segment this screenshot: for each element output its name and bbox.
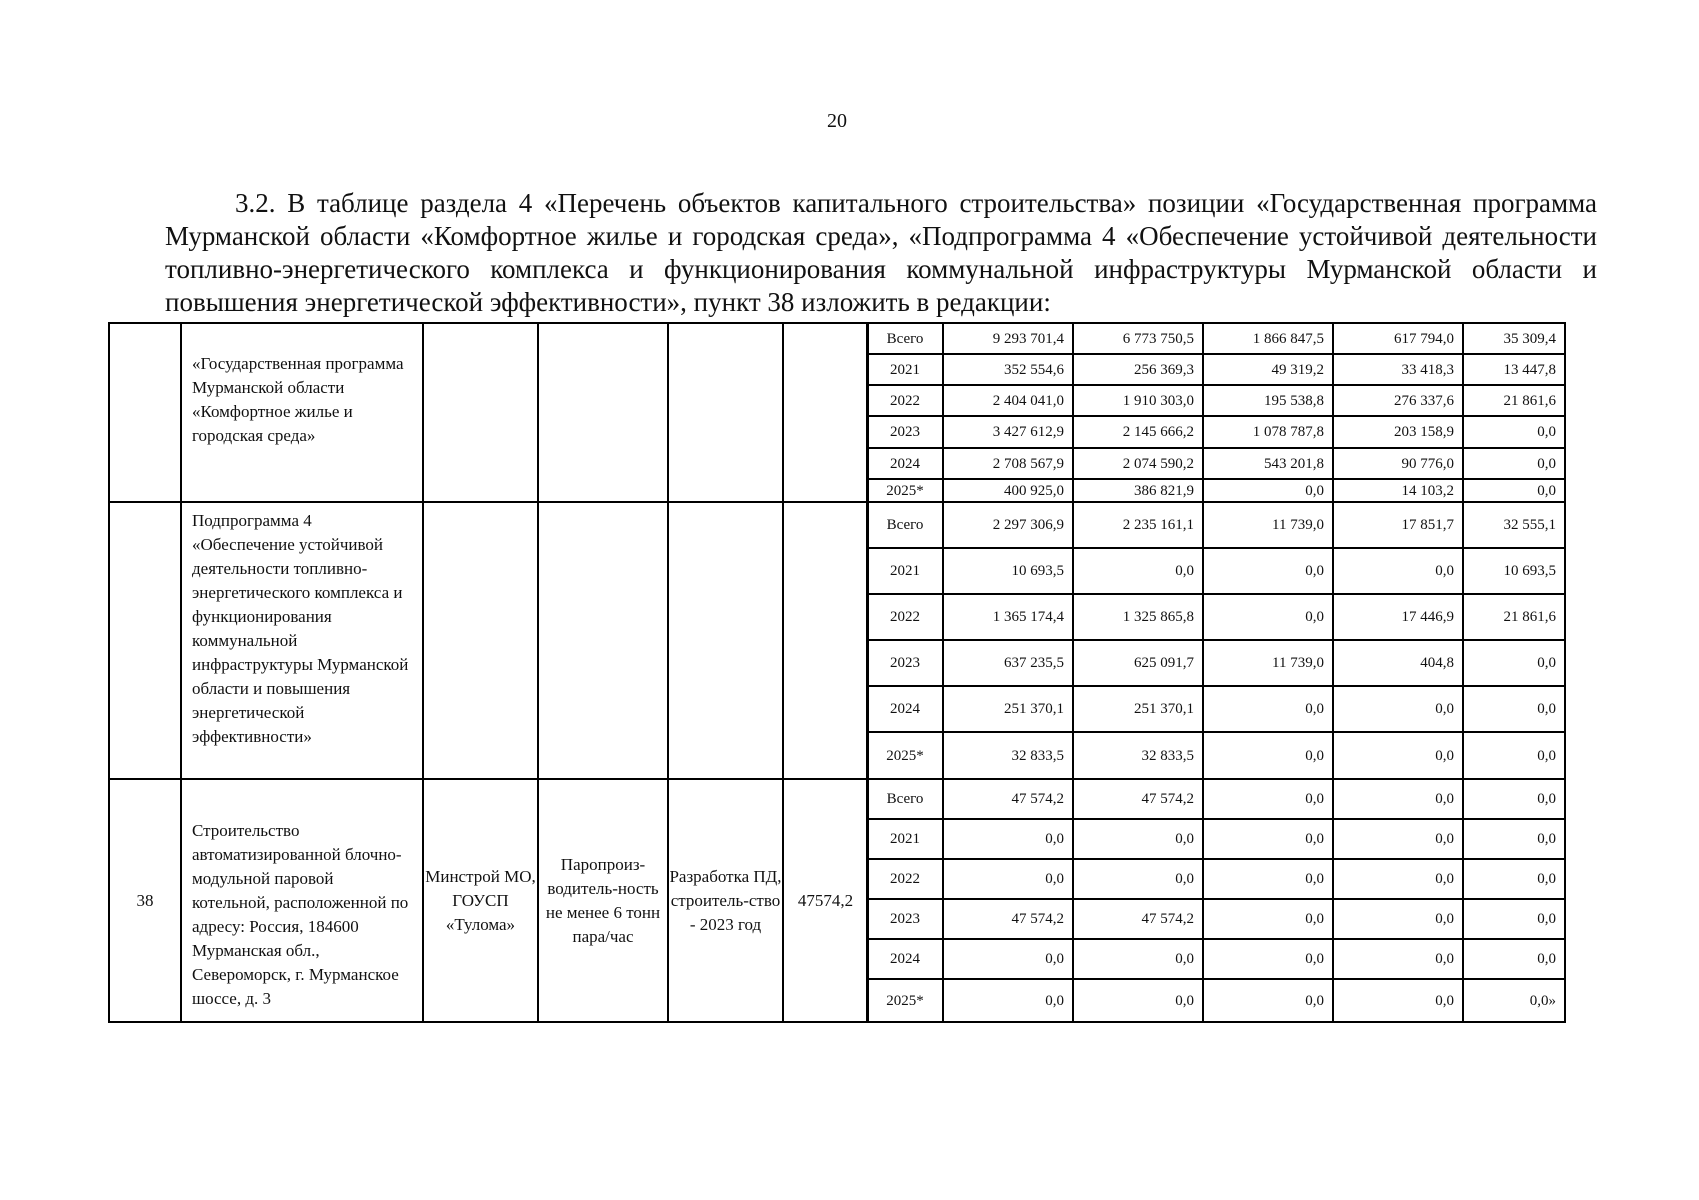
value-cell: 47 574,2 — [1073, 779, 1203, 819]
financing-year-cell: 2021 — [867, 819, 943, 859]
value-cell: 0,0 — [1333, 979, 1463, 1022]
financing-year-cell: 2024 — [867, 939, 943, 979]
financing-row — [867, 323, 1565, 354]
financing-rows — [867, 323, 1565, 1022]
financing-year-cell: 2022 — [867, 859, 943, 899]
financing-year-cell: 2025* — [867, 979, 943, 1022]
value-cell: 0,0 — [1463, 779, 1565, 819]
value-cell: 276 337,6 — [1333, 385, 1463, 416]
total-cell: 400 925,0 — [943, 479, 1073, 502]
value-cell: 21 861,6 — [1463, 385, 1565, 416]
financing-row — [867, 686, 1565, 732]
value-cell: 203 158,9 — [1333, 416, 1463, 448]
objects-table-left — [108, 322, 869, 1023]
total-cell: 32 833,5 — [943, 732, 1073, 779]
object-block — [109, 779, 868, 1022]
value-cell: 0,0» — [1463, 979, 1565, 1022]
intro-paragraph: 3.2. В таблице раздела 4 «Перечень объектов капитального строительства» позиции «Государственная программа Мурманской области «Комфортное жилье и городская среда», «Подпрограмма 4 «Обеспечение устойчивой деятельности топливно-энергетического комплекса и функционирования коммунальной инфраструктуры Мурманской области и повышения энергетической эффективности», пункт 38 изложить в редакции: — [165, 188, 1597, 317]
total-cell: 637 235,5 — [943, 640, 1073, 686]
value-cell: 0,0 — [1203, 548, 1333, 594]
program-cost — [783, 323, 868, 502]
financing-year-cell: 2022 — [867, 594, 943, 640]
value-cell: 251 370,1 — [1073, 686, 1203, 732]
financing-row — [867, 819, 1565, 859]
subprogram-name: Подпрограмма 4 «Обеспечение устойчивой деятельности топливно-энергетического комплекса и функционирования коммунальной инфраструктуры Мурманской области и повышения энергетической эффективности» — [181, 502, 423, 779]
value-cell: 625 091,7 — [1073, 640, 1203, 686]
value-cell: 0,0 — [1333, 859, 1463, 899]
subprogram-num — [109, 502, 181, 779]
program-customer — [423, 323, 538, 502]
value-cell: 0,0 — [1203, 594, 1333, 640]
objects-table-right — [866, 322, 1566, 1023]
value-cell: 617 794,0 — [1333, 323, 1463, 354]
subprogram-cost — [783, 502, 868, 779]
financing-year-cell: 2021 — [867, 354, 943, 385]
financing-row — [867, 859, 1565, 899]
value-cell: 543 201,8 — [1203, 448, 1333, 479]
value-cell: 0,0 — [1203, 819, 1333, 859]
value-cell: 49 319,2 — [1203, 354, 1333, 385]
value-cell: 0,0 — [1203, 899, 1333, 939]
value-cell: 33 418,3 — [1333, 354, 1463, 385]
value-cell: 0,0 — [1203, 979, 1333, 1022]
value-cell: 21 861,6 — [1463, 594, 1565, 640]
financing-year-cell: 2023 — [867, 640, 943, 686]
total-cell: 0,0 — [943, 859, 1073, 899]
value-cell: 0,0 — [1203, 479, 1333, 502]
total-cell: 0,0 — [943, 939, 1073, 979]
value-cell: 404,8 — [1333, 640, 1463, 686]
value-cell: 32 833,5 — [1073, 732, 1203, 779]
value-cell: 0,0 — [1463, 732, 1565, 779]
object-customer: Минстрой МО, ГОУСП «Тулома» — [423, 779, 538, 1022]
financing-row — [867, 502, 1565, 548]
financing-year-cell: 2022 — [867, 385, 943, 416]
value-cell: 32 555,1 — [1463, 502, 1565, 548]
financing-row — [867, 594, 1565, 640]
financing-year-cell: 2024 — [867, 448, 943, 479]
subprogram-customer — [423, 502, 538, 779]
value-cell: 195 538,8 — [1203, 385, 1333, 416]
financing-year-cell: 2025* — [867, 732, 943, 779]
total-cell: 0,0 — [943, 979, 1073, 1022]
financing-row — [867, 354, 1565, 385]
value-cell: 0,0 — [1463, 859, 1565, 899]
value-cell: 2 235 161,1 — [1073, 502, 1203, 548]
value-cell: 0,0 — [1073, 939, 1203, 979]
value-cell: 0,0 — [1463, 819, 1565, 859]
program-capacity — [538, 323, 668, 502]
program-stage — [668, 323, 783, 502]
value-cell: 0,0 — [1073, 548, 1203, 594]
financing-row — [867, 416, 1565, 448]
subprogram-capacity — [538, 502, 668, 779]
financing-row — [867, 779, 1565, 819]
object-name: Строительство автоматизированной блочно-модульной паровой котельной, расположенной по адресу: Россия, 184600 Мурманская обл., Североморск, г. Мурманское шоссе, д. 3 — [181, 779, 423, 1022]
value-cell: 35 309,4 — [1463, 323, 1565, 354]
value-cell: 13 447,8 — [1463, 354, 1565, 385]
value-cell: 10 693,5 — [1463, 548, 1565, 594]
value-cell: 0,0 — [1073, 859, 1203, 899]
value-cell: 256 369,3 — [1073, 354, 1203, 385]
value-cell: 11 739,0 — [1203, 640, 1333, 686]
subprogram-block — [109, 502, 868, 779]
value-cell: 0,0 — [1333, 899, 1463, 939]
value-cell: 1 866 847,5 — [1203, 323, 1333, 354]
financing-year-cell: 2021 — [867, 548, 943, 594]
total-cell: 9 293 701,4 — [943, 323, 1073, 354]
value-cell: 17 851,7 — [1333, 502, 1463, 548]
object-stage: Разработка ПД, строитель-ство - 2023 год — [668, 779, 783, 1022]
program-num — [109, 323, 181, 502]
page-number: 20 — [827, 110, 847, 132]
value-cell: 0,0 — [1463, 448, 1565, 479]
financing-year-cell: Всего — [867, 779, 943, 819]
total-cell: 352 554,6 — [943, 354, 1073, 385]
value-cell: 0,0 — [1333, 548, 1463, 594]
value-cell: 0,0 — [1073, 819, 1203, 859]
financing-year-cell: 2025* — [867, 479, 943, 502]
value-cell: 0,0 — [1073, 979, 1203, 1022]
value-cell: 6 773 750,5 — [1073, 323, 1203, 354]
value-cell: 386 821,9 — [1073, 479, 1203, 502]
financing-row — [867, 939, 1565, 979]
value-cell: 1 078 787,8 — [1203, 416, 1333, 448]
value-cell: 11 739,0 — [1203, 502, 1333, 548]
financing-row — [867, 899, 1565, 939]
value-cell: 14 103,2 — [1333, 479, 1463, 502]
value-cell: 0,0 — [1463, 479, 1565, 502]
value-cell: 1 910 303,0 — [1073, 385, 1203, 416]
value-cell: 47 574,2 — [1073, 899, 1203, 939]
value-cell: 0,0 — [1463, 939, 1565, 979]
financing-year-cell: 2023 — [867, 899, 943, 939]
total-cell: 251 370,1 — [943, 686, 1073, 732]
financing-year-cell: 2023 — [867, 416, 943, 448]
value-cell: 0,0 — [1333, 732, 1463, 779]
total-cell: 3 427 612,9 — [943, 416, 1073, 448]
value-cell: 0,0 — [1203, 939, 1333, 979]
value-cell: 17 446,9 — [1333, 594, 1463, 640]
total-cell: 0,0 — [943, 819, 1073, 859]
total-cell: 2 404 041,0 — [943, 385, 1073, 416]
value-cell: 0,0 — [1203, 779, 1333, 819]
financing-row — [867, 548, 1565, 594]
total-cell: 2 297 306,9 — [943, 502, 1073, 548]
total-cell: 1 365 174,4 — [943, 594, 1073, 640]
financing-year-cell: Всего — [867, 323, 943, 354]
total-cell: 47 574,2 — [943, 779, 1073, 819]
value-cell: 1 325 865,8 — [1073, 594, 1203, 640]
value-cell: 2 074 590,2 — [1073, 448, 1203, 479]
value-cell: 0,0 — [1333, 779, 1463, 819]
financing-row — [867, 479, 1565, 502]
value-cell: 0,0 — [1333, 939, 1463, 979]
value-cell: 0,0 — [1463, 686, 1565, 732]
total-cell: 10 693,5 — [943, 548, 1073, 594]
value-cell: 0,0 — [1463, 640, 1565, 686]
value-cell: 2 145 666,2 — [1073, 416, 1203, 448]
value-cell: 0,0 — [1203, 686, 1333, 732]
value-cell: 0,0 — [1203, 859, 1333, 899]
value-cell: 0,0 — [1333, 819, 1463, 859]
financing-row — [867, 732, 1565, 779]
financing-year-cell: Всего — [867, 502, 943, 548]
program-block — [109, 323, 868, 502]
object-num: 38 — [109, 779, 181, 1022]
financing-row — [867, 448, 1565, 479]
financing-row — [867, 640, 1565, 686]
program-name: «Государственная программа Мурманской области «Комфортное жилье и городская среда» — [181, 323, 423, 502]
total-cell: 47 574,2 — [943, 899, 1073, 939]
financing-year-cell: 2024 — [867, 686, 943, 732]
value-cell: 0,0 — [1333, 686, 1463, 732]
value-cell: 0,0 — [1463, 416, 1565, 448]
value-cell: 0,0 — [1463, 899, 1565, 939]
financing-row — [867, 385, 1565, 416]
object-cost: 47574,2 — [783, 779, 868, 1022]
total-cell: 2 708 567,9 — [943, 448, 1073, 479]
object-capacity: Паропроиз-водитель-ность не менее 6 тонн пара/час — [538, 779, 668, 1022]
financing-row — [867, 979, 1565, 1022]
value-cell: 90 776,0 — [1333, 448, 1463, 479]
subprogram-stage — [668, 502, 783, 779]
value-cell: 0,0 — [1203, 732, 1333, 779]
